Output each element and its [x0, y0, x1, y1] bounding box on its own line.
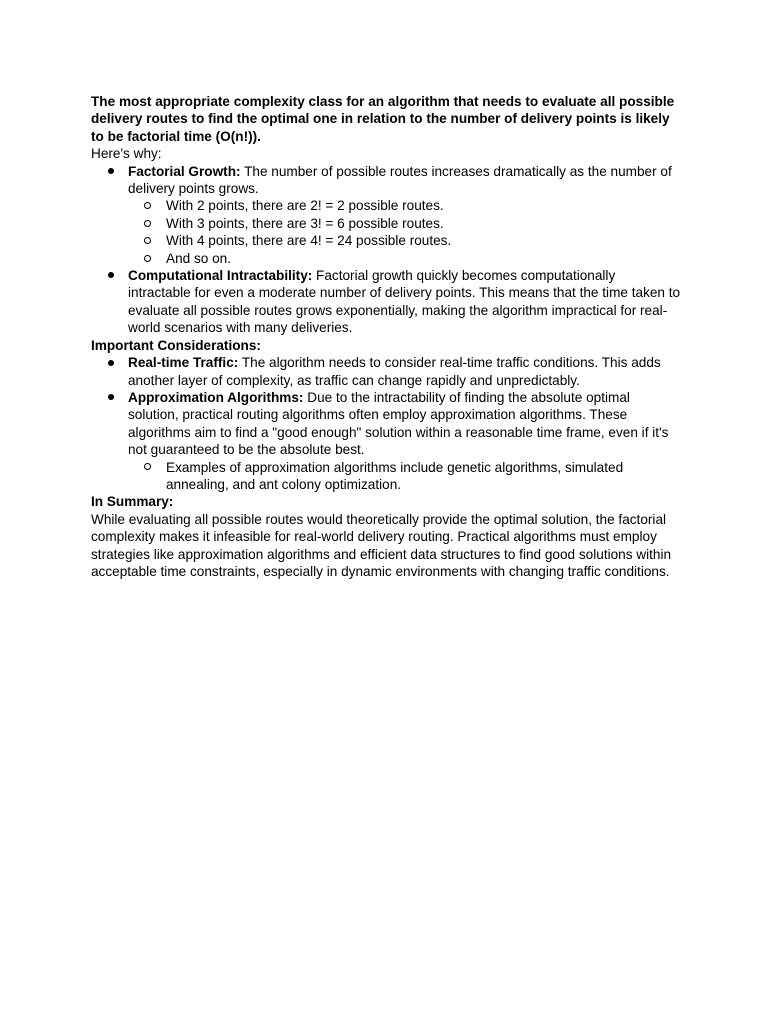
intro-heading: The most appropriate complexity class for an algorithm that needs to evaluate all possible delivery routes to find the optimal one in relation to the number of delivery points is likely to be factorial time (O(n!)).	[91, 94, 675, 144]
list-item	[91, 267, 681, 337]
considerations-list	[91, 354, 681, 493]
bullet-icon	[105, 163, 117, 180]
item-text: Due to the intractability of finding the absolute optimal solution, practical routing algorithms often employ approximation algorithms. These algorithms aim to find a "good enough" solution within a reasonable time frame, even if it's not guaranteed to be the absolute best.	[128, 389, 669, 458]
list-item	[128, 232, 681, 249]
hollow-bullet-icon	[141, 197, 153, 214]
considerations-heading: Important Considerations:	[91, 337, 261, 353]
item-text: The algorithm needs to consider real-time traffic conditions. This adds another layer of complexity, as traffic can change rapidly and unpredictably.	[128, 355, 661, 388]
list-item	[91, 163, 681, 267]
sub-item-text: With 3 points, there are 3! = 6 possible routes.	[166, 215, 444, 231]
bullet-icon	[105, 267, 117, 284]
bullet-icon	[105, 354, 117, 371]
examples-list	[128, 459, 681, 494]
sub-item-text: Examples of approximation algorithms include genetic algorithms, simulated annealing, and ant colony optimization.	[166, 459, 624, 492]
summary-text: While evaluating all possible routes would theoretically provide the optimal solution, the factorial complexity makes it infeasible for real-world delivery routing. Practical algorithms must employ strategies like approximation algorithms and efficient data structures to find good solutions within acceptable time constraints, especially in dynamic environments with changing traffic conditions.	[91, 511, 672, 579]
document-page	[91, 93, 681, 580]
list-item	[128, 215, 681, 232]
hollow-bullet-icon	[141, 250, 153, 267]
sub-item-text: With 2 points, there are 2! = 2 possible routes.	[166, 198, 444, 214]
item-term: Real-time Traffic:	[128, 355, 239, 371]
item-term: Approximation Algorithms:	[128, 389, 304, 405]
list-item	[128, 250, 681, 267]
bullet-icon	[105, 389, 117, 406]
hollow-bullet-icon	[141, 215, 153, 232]
list-item	[128, 459, 681, 494]
list-item	[91, 389, 681, 493]
hollow-bullet-icon	[141, 459, 153, 476]
item-term: Computational Intractability:	[128, 268, 313, 284]
list-item	[128, 197, 681, 214]
sub-item-text: With 4 points, there are 4! = 24 possible routes.	[166, 233, 452, 249]
summary-heading: In Summary:	[91, 494, 174, 510]
item-text: The number of possible routes increases dramatically as the number of delivery points grows.	[128, 163, 672, 197]
examples-list	[128, 197, 681, 267]
reasons-list	[91, 163, 681, 337]
hollow-bullet-icon	[141, 232, 153, 249]
sub-item-text: And so on.	[166, 250, 231, 266]
item-text: Factorial growth quickly becomes computationally intractable for even a moderate number of delivery points. This means that the time taken to evaluate all possible routes grows exponentially, making the algorithm impractical for real-world scenarios with many deliveries.	[128, 268, 681, 336]
list-item	[91, 354, 681, 389]
intro-lead: Here's why:	[91, 146, 162, 162]
item-term: Factorial Growth:	[128, 163, 241, 179]
